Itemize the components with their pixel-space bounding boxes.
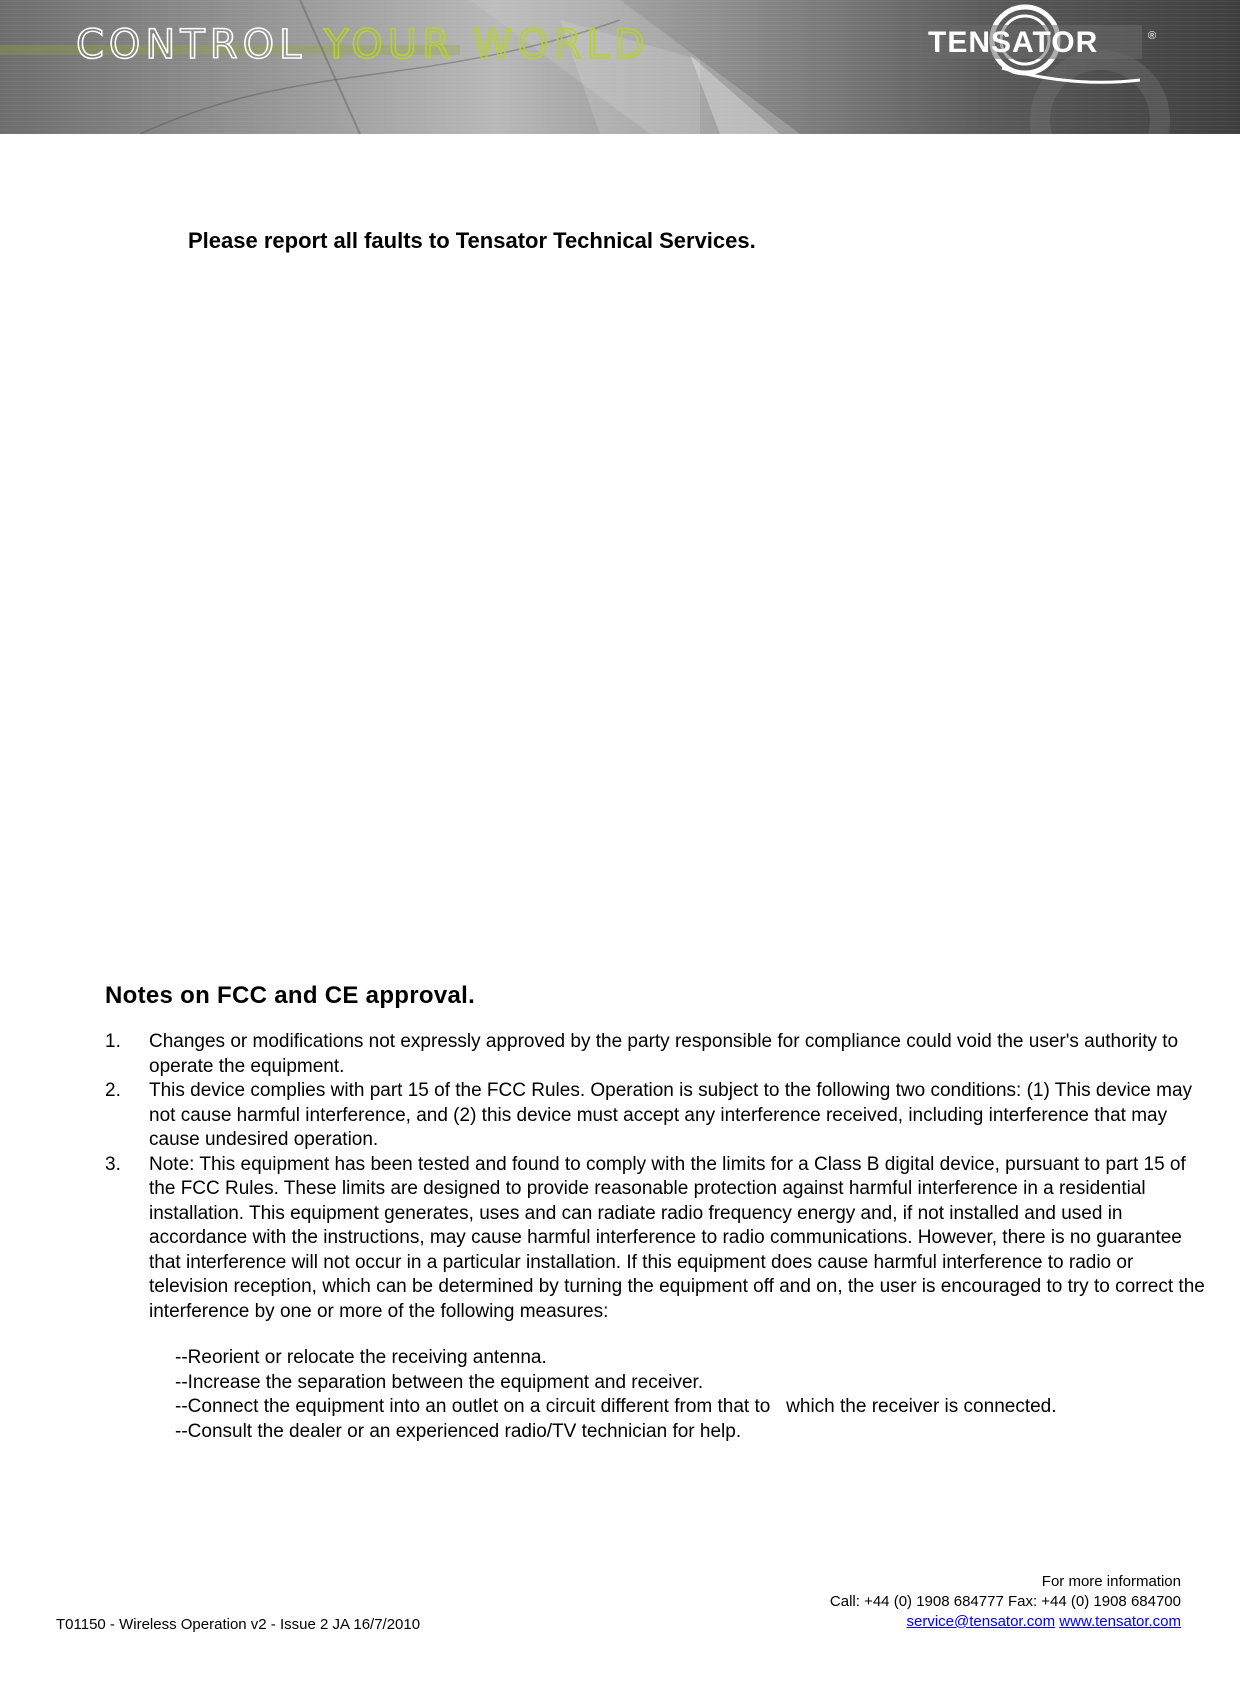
- report-faults-notice: Please report all faults to Tensator Technical Services.: [188, 228, 756, 253]
- interference-measures: [175, 1346, 1205, 1444]
- registered-mark: ®: [1148, 30, 1157, 42]
- list-item-number: 1.: [105, 1031, 121, 1052]
- list-item-text: Note: This equipment has been tested and found to comply with the limits for a Class B digital device, pursuant to part 15 of the FCC Rules. These limits are designed to provide reasonable protection against harmful interference in a residential installation. This equipment generates, uses and can radiate radio frequency energy and, if not installed and used in accordance with the instructions, may cause harmful interference to radio communications. However, there is no guarantee that interference will not occur in a particular installation. If this equipment does cause harmful interference to radio or television reception, which can be determined by turning the equipment off and on, the user is encouraged to try to correct the interference by one or more of the following measures:: [149, 1153, 1205, 1322]
- measure-item: --Consult the dealer or an experienced radio/TV technician for help.: [175, 1420, 742, 1442]
- more-info-label: For more information: [1041, 1573, 1181, 1590]
- list-item-text: This device complies with part 15 of the FCC Rules. Operation is subject to the following two conditions: (1) This device may not cause harmful interference, and (2) this device must accept any interference received, including interference that may cause undesired operation.: [149, 1080, 1193, 1150]
- email-link[interactable]: service@tensator.com: [906, 1613, 1056, 1630]
- website-link[interactable]: www.tensator.com: [1059, 1613, 1181, 1630]
- list-item: [105, 1030, 1205, 1079]
- fcc-notes-list: [105, 1030, 1205, 1324]
- list-item-number: 2.: [105, 1080, 121, 1101]
- fcc-notes-title: Notes on FCC and CE approval.: [105, 982, 476, 1009]
- list-item-text: Changes or modifications not expressly approved by the party responsible for compliance could void the user's authority to operate the equipment.: [149, 1031, 1179, 1077]
- document-reference: T01150 - Wireless Operation v2 - Issue 2 JA 16/7/2010: [56, 1616, 421, 1633]
- measure-item: --Connect the equipment into an outlet on a circuit different from that to which the receiver is connected.: [175, 1396, 1057, 1417]
- list-item: [105, 1079, 1205, 1153]
- contact-block: [830, 1572, 1181, 1632]
- list-item: [105, 1153, 1205, 1325]
- brand-name: TENSATOR: [928, 26, 1099, 59]
- phone-fax: Call: +44 (0) 1908 684777 Fax: +44 (0) 1908 684700: [829, 1593, 1181, 1610]
- tagline-part1: CONTROL: [76, 22, 307, 68]
- fcc-notes: [105, 982, 1205, 1444]
- tagline: [76, 22, 650, 68]
- measure-item: --Increase the separation between the equipment and receiver.: [175, 1371, 704, 1393]
- tagline-part2: YOUR WORLD: [324, 22, 650, 68]
- contact-links: [830, 1612, 1181, 1632]
- list-item-number: 3.: [105, 1153, 121, 1175]
- header-banner: [0, 0, 1240, 134]
- measure-item: --Reorient or relocate the receiving antenna.: [175, 1347, 547, 1368]
